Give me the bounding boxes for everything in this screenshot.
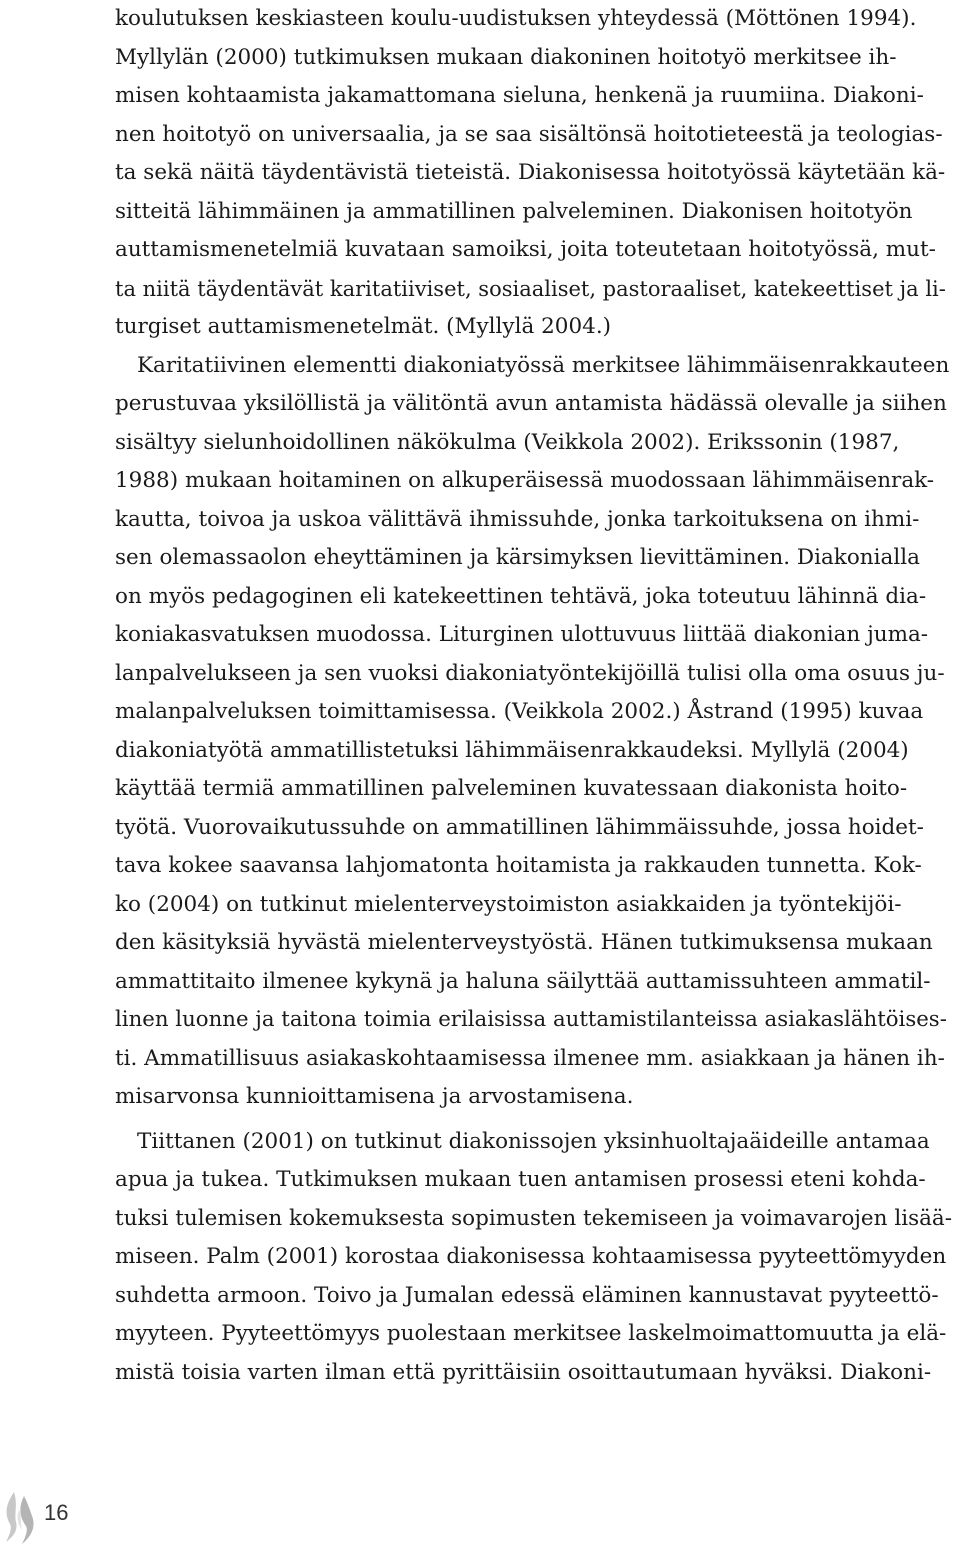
text-line: 1988) mukaan hoitaminen on alkuperäisessä muodossaan lähimmäisenrak- <box>115 468 935 493</box>
paragraph-first-line: Tiittanen (2001) on tutkinut diakonissojen yksinhuoltajaäideille antamaa <box>137 1128 930 1154</box>
text-line: ko (2004) on tutkinut mielenterveystoimiston asiakkaiden ja työntekijöi- <box>115 891 902 917</box>
text-line: perustuvaa yksilöllistä ja välitöntä avun antamista hädässä olevalle ja siihen <box>115 391 947 416</box>
flame-logo-icon <box>0 1490 40 1546</box>
text-line: apua ja tukea. Tutkimuksen mukaan tuen antamisen prosessi eteni kohda- <box>115 1167 926 1192</box>
text-line: linen luonne ja taitona toimia erilaisissa auttamistilanteissa asiakaslähtöises- <box>115 1007 947 1032</box>
text-line: nen hoitotyö on universaalia, ja se saa sisältönsä hoitotieteestä ja teologias- <box>115 121 943 147</box>
text-line: sisältyy sielunhoidollinen näkökulma (Veikkola 2002). Erikssonin (1987, <box>115 429 900 455</box>
text-line: turgiset auttamismenetelmät. (Myllylä 2004.) <box>115 314 612 339</box>
page-footer <box>0 1490 120 1546</box>
text-line: koulutuksen keskiasteen koulu-uudistuksen yhteydessä (Möttönen 1994). <box>115 6 917 31</box>
text-line: käyttää termiä ammatillinen palveleminen kuvatessaan diakonista hoito- <box>115 776 908 801</box>
text-line: miseen. Palm (2001) korostaa diakonisessa kohtaamisessa pyyteettömyyden <box>115 1244 947 1269</box>
text-line: sen olemassaolon eheyttäminen ja kärsimyksen lievittäminen. Diakonialla <box>115 545 920 570</box>
text-line: misarvonsa kunnioittamisena ja arvostamisena. <box>115 1084 634 1109</box>
text-line: mistä toisia varten ilman että pyrittäisiin osoittautumaan hyväksi. Diakoni- <box>115 1359 932 1385</box>
text-line: on myös pedagoginen eli katekeettinen tehtävä, joka toteutuu lähinnä dia- <box>115 583 927 609</box>
text-line: suhdetta armoon. Toivo ja Jumalan edessä eläminen kannustavat pyyteettö- <box>115 1282 939 1308</box>
text-line: diakoniatyötä ammatillistetuksi lähimmäisenrakkaudeksi. Myllylä (2004) <box>115 737 909 763</box>
document-body <box>115 0 955 1392</box>
text-line: tava kokee saavansa lahjomatonta hoitamista ja rakkauden tunnetta. Kok- <box>115 853 922 878</box>
text-line: kautta, toivoa ja uskoa välittävä ihmissuhde, jonka tarkoituksena on ihmi- <box>115 506 920 532</box>
text-line: koniakasvatuksen muodossa. Liturginen ulottuvuus liittää diakonian juma- <box>115 622 929 647</box>
text-line: malanpalveluksen toimittamisessa. (Veikkola 2002.) Åstrand (1995) kuvaa <box>115 699 924 724</box>
text-line: tuksi tulemisen kokemuksesta sopimusten tekemiseen ja voimavarojen lisää- <box>115 1205 953 1231</box>
text-line: misen kohtaamista jakamattomana sieluna, henkenä ja ruumiina. Diakoni- <box>115 83 924 108</box>
text-line: työtä. Vuorovaikutussuhde on ammatillinen lähimmäissuhde, jossa hoidet- <box>115 814 924 840</box>
text-line: auttamismenetelmiä kuvataan samoiksi, joita toteutetaan hoitotyössä, mut- <box>115 237 936 262</box>
paragraph-first-line: Karitatiivinen elementti diakoniatyössä merkitsee lähimmäisenrakkauteen <box>137 352 950 378</box>
text-line: ta sekä näitä täydentävistä tieteistä. Diakonisessa hoitotyössä käytetään kä- <box>115 160 946 185</box>
text-line: ti. Ammatillisuus asiakaskohtaamisessa ilmenee mm. asiakkaan ja hänen ih- <box>115 1045 945 1071</box>
text-line: den käsityksiä hyvästä mielenterveystyöstä. Hänen tutkimuksensa mukaan <box>115 930 933 955</box>
text-line: ta niitä täydentävät karitatiiviset, sosiaaliset, pastoraaliset, katekeettiset ja li- <box>115 276 946 301</box>
text-line: lanpalvelukseen ja sen vuoksi diakoniatyöntekijöillä tulisi olla oma osuus ju- <box>115 660 945 686</box>
text-line: sitteitä lähimmäinen ja ammatillinen palveleminen. Diakonisen hoitotyön <box>115 198 913 224</box>
text-line: ammattitaito ilmenee kykynä ja haluna säilyttää auttamissuhteen ammatil- <box>115 968 931 994</box>
text-line: myyteen. Pyyteettömyys puolestaan merkitsee laskelmoimattomuutta ja elä- <box>115 1321 947 1346</box>
text-line: Myllylän (2000) tutkimuksen mukaan diakoninen hoitotyö merkitsee ih- <box>115 44 897 70</box>
page-number: 16 <box>44 1500 69 1525</box>
